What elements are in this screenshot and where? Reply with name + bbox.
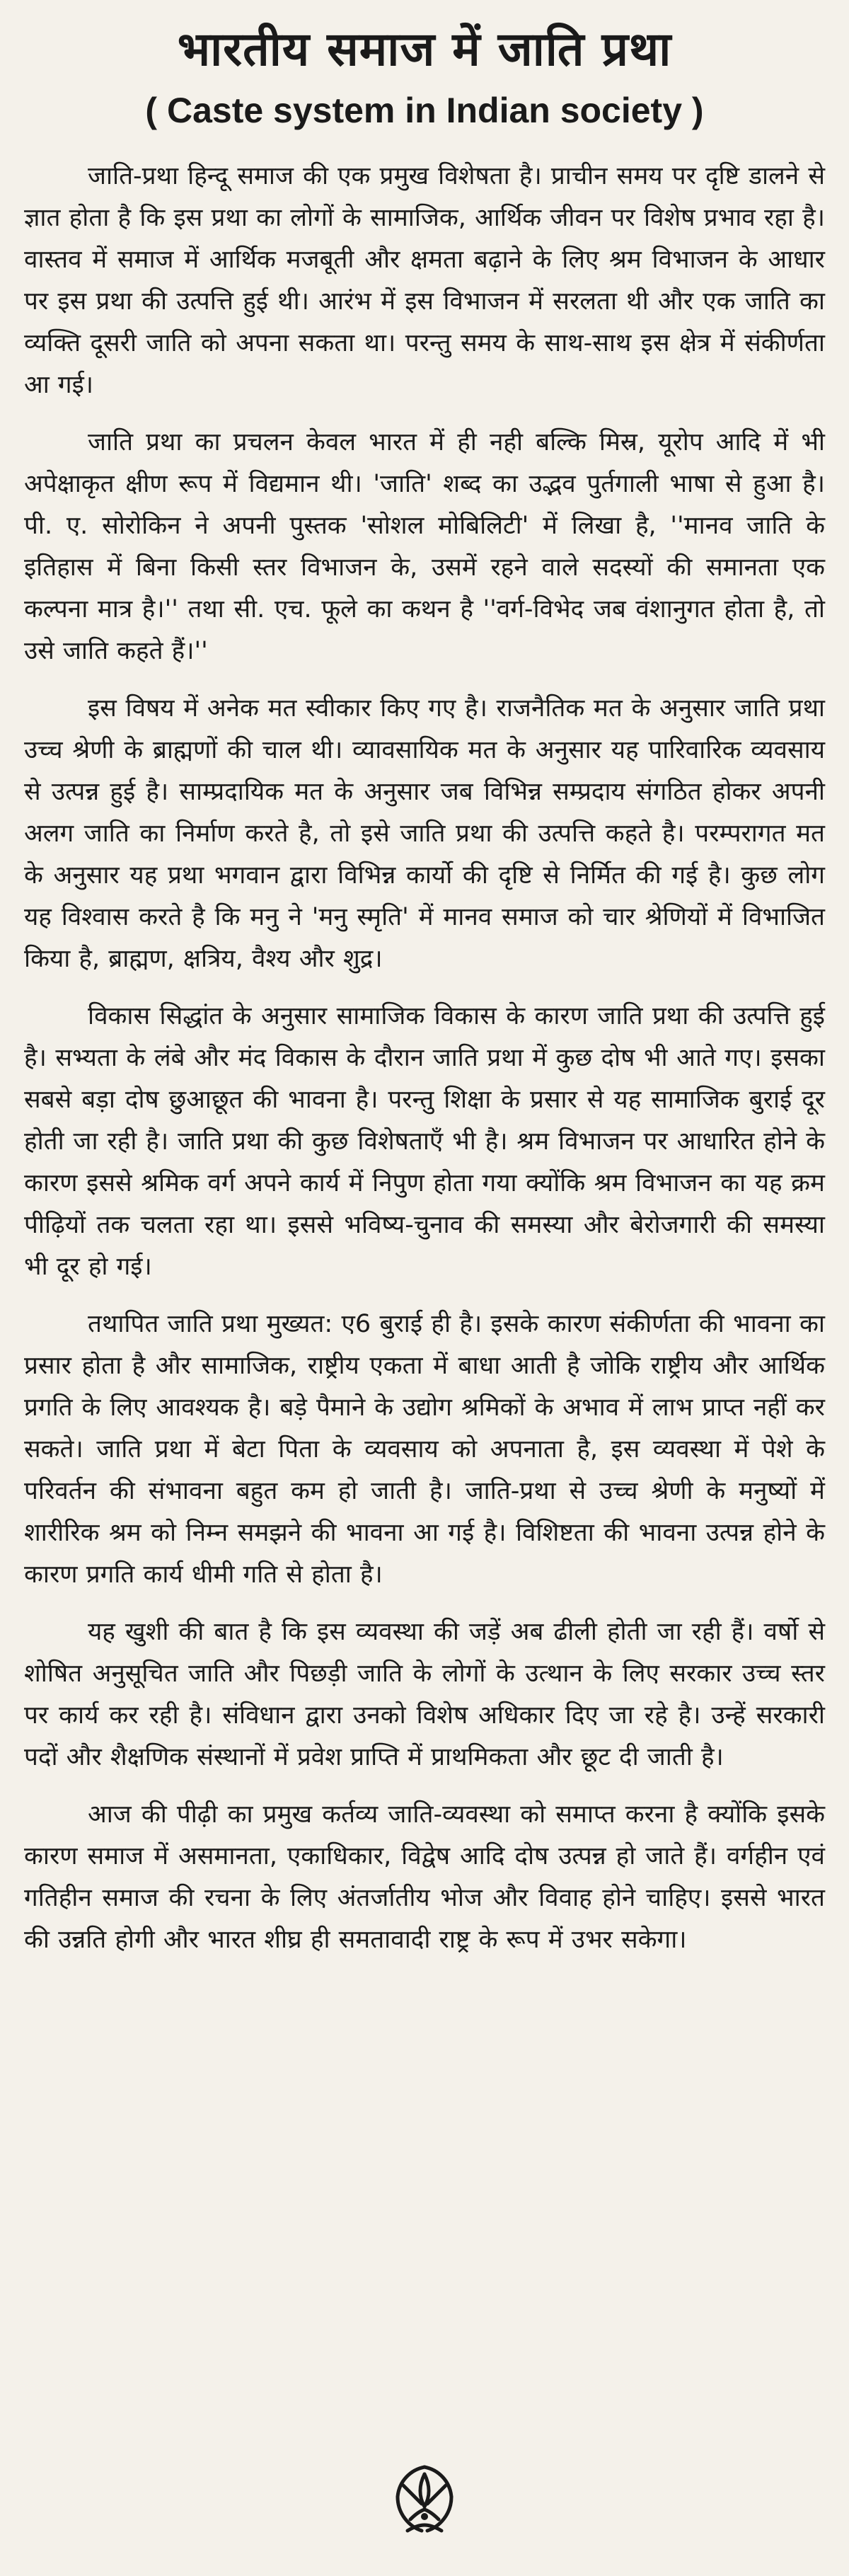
paragraph-3: इस विषय में अनेक मत स्वीकार किए गए है। राजनैतिक मत के अनुसार जाति प्रथा उच्च श्रेणी के ब्राह्मणों की चाल थी। व्यावसायिक मत के अनुसार यह पारिवारिक व्यवसाय से उत्पन्न हुई है। साम्प्रदायिक मत के अनुसार जब विभिन्न सम्प्रदाय संगठित होकर अपनी अलग जाति का निर्माण करते है, तो इसे जाति प्रथा की उत्पत्ति कहते है। परम्परागत मत के अनुसार यह प्रथा भगवान द्वारा विभिन्न कार्यो की दृष्टि से निर्मित की गई है। कुछ लोग यह विश्वास करते है कि मनु ने 'मनु स्मृति' में मानव समाज को चार श्रेणियों में विभाजित किया है, ब्राह्मण, क्षत्रिय, वैश्य और शुद्र। bbox=[24, 694, 825, 973]
page-subtitle: ( Caste system in Indian society ) bbox=[145, 91, 704, 130]
page-title: भारतीय समाज में जाति प्रथा bbox=[177, 22, 672, 76]
paragraph-7: आज की पीढ़ी का प्रमुख कर्तव्य जाति-व्यवस्था को समाप्त करना है क्योंकि इसके कारण समाज में असमानता, एकाधिकार, विद्वेष आदि दोष उत्पन्न हो जाते हैं। वर्गहीन एवं गतिहीन समाज की रचना के लिए अंतर्जातीय भोज और विवाह होने चाहिए। इससे भारत की उन्नति होगी और भारत शीघ्र ही समतावादी राष्ट्र के रूप में उभर सकेगा। bbox=[24, 1800, 825, 1954]
paragraph-6: यह खुशी की बात है कि इस व्यवस्था की जड़ें अब ढीली होती जा रही हैं। वर्षो से शोषित अनुसूचित जाति और पिछड़ी जाति के लोगों के उत्थान के लिए सरकार उच्च स्तर पर कार्य कर रही है। संविधान द्वारा उनको विशेष अधिकार दिए जा रहे है। उन्हें सरकारी पदों और शैक्षणिक संस्थानों में प्रवेश प्राप्ति में प्राथमिकता और छूट दी जाती है। bbox=[24, 1618, 825, 1771]
ornamental-logo-icon bbox=[382, 2457, 467, 2542]
paragraph-1: जाति-प्रथा हिन्दू समाज की एक प्रमुख विशेषता है। प्राचीन समय पर दृष्टि डालने से ज्ञात होता है कि इस प्रथा का लोगों के सामाजिक, आर्थिक जीवन पर विशेष प्रभाव रहा है। वास्तव में समाज में आर्थिक मजबूती और क्षमता बढ़ाने के लिए श्रम विभाजन के आधार पर इस प्रथा की उत्पत्ति हुई थी। आरंभ में इस विभाजन में सरलता थी और एक जाति का व्यक्ति दूसरी जाति को अपना सकता था। परन्तु समय के साथ-साथ इस क्षेत्र में संकीर्णता आ गई। bbox=[24, 162, 825, 399]
paragraph-2: जाति प्रथा का प्रचलन केवल भारत में ही नही बल्कि मिस्र, यूरोप आदि में भी अपेक्षाकृत क्षीण रूप में विद्यमान थी। 'जाति' शब्द का उद्भव पुर्तगाली भाषा से हुआ है। पी. ए. सोरोकिन ने अपनी पुस्तक 'सोशल मोबिलिटी' में लिखा है, ''मानव जाति के इतिहास में बिना किसी स्तर विभाजन के, उसमें रहने वाले सदस्यों की समानता एक कल्पना मात्र है।'' तथा सी. एच. फूले का कथन है ''वर्ग-विभेद जब वंशानुगत होता है, तो उसे जाति कहते हैं।'' bbox=[24, 428, 825, 665]
paragraph-4: विकास सिद्धांत के अनुसार सामाजिक विकास के कारण जाति प्रथा की उत्पत्ति हुई है। सभ्यता के लंबे और मंद विकास के दौरान जाति प्रथा में कुछ दोष भी आते गए। इसका सबसे बड़ा दोष छुआछूत की भावना है। परन्तु शिक्षा के प्रसार से यह सामाजिक बुराई दूर होती जा रही है। जाति प्रथा की कुछ विशेषताएँ भी है। श्रम विभाजन पर आधारित होने के कारण इससे श्रमिक वर्ग अपने कार्य में निपुण होता गया क्योंकि श्रम विभाजन का यह क्रम पीढ़ियों तक चलता रहा था। इससे भविष्य-चुनाव की समस्या और बेरोजगारी की समस्या भी दूर हो गई। bbox=[24, 1002, 825, 1281]
paragraph-5: तथापित जाति प्रथा मुख्यत: ए6 बुराई ही है। इसके कारण संकीर्णता की भावना का प्रसार होता है और सामाजिक, राष्ट्रीय एकता में बाधा आती है जोकि राष्ट्रीय और आर्थिक प्रगति के लिए आवश्यक है। बड़े पैमाने के उद्योग श्रमिकों के अभाव में लाभ प्राप्त नहीं कर सकते। जाति प्रथा में बेटा पिता के व्यवसाय को अपनाता है, इस व्यवस्था में पेशे के परिवर्तन की संभावना बहुत कम हो जाती है। जाति-प्रथा से उच्च श्रेणी के मनुष्यों में शारीरिक श्रम को निम्न समझने की भावना आ गई है। विशिष्टता की भावना उत्पन्न होने के कारण प्रगति कार्य धीमी गति से होता है। bbox=[24, 1310, 825, 1589]
